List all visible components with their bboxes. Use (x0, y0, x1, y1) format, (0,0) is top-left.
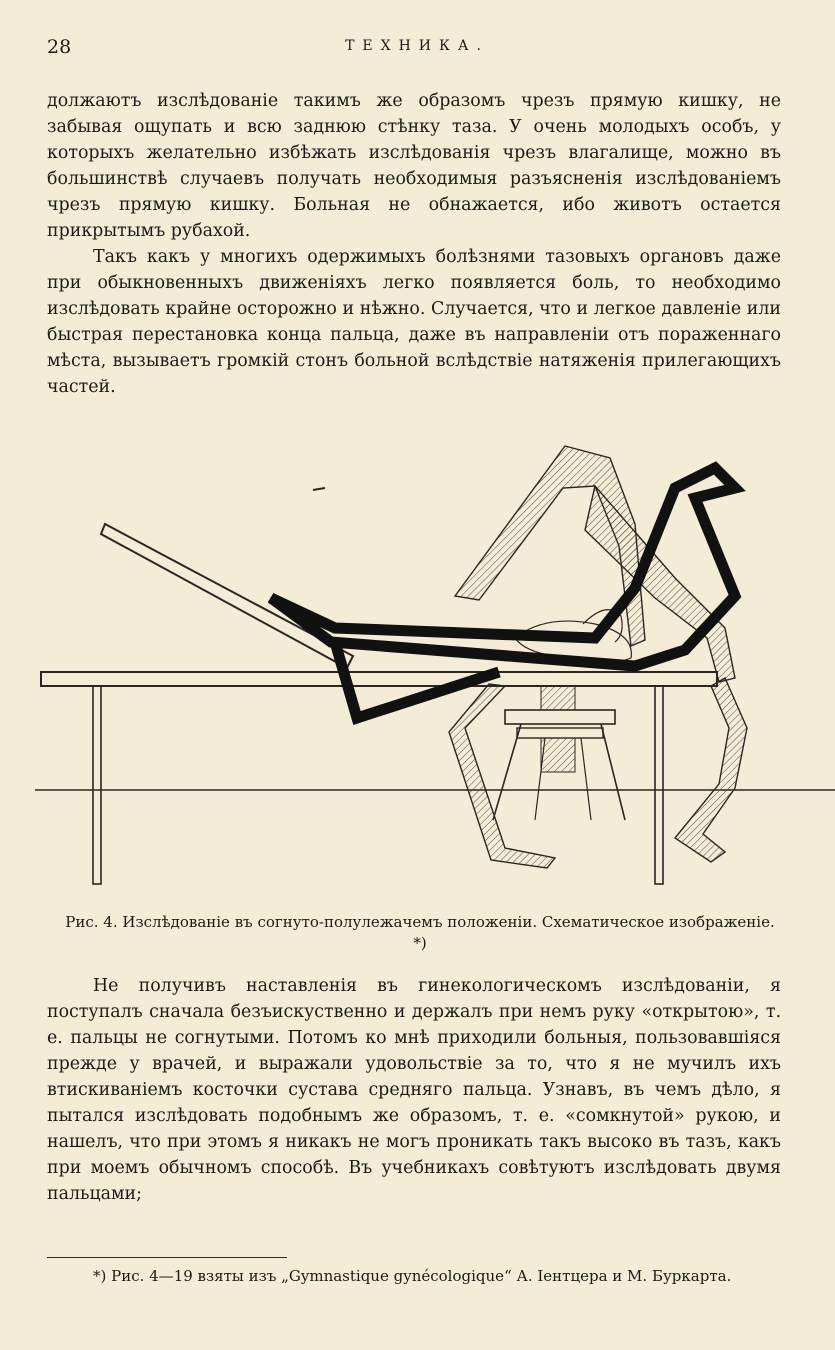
page-number: 28 (47, 36, 72, 58)
running-title: ТЕХНИКА. (345, 38, 489, 54)
upper-text-block (47, 88, 781, 400)
table-leg-right (655, 686, 663, 884)
stool-seat (505, 710, 615, 724)
doctor-leg-left (449, 684, 555, 868)
table-leg-left (93, 686, 101, 884)
footnote: *) Рис. 4—19 взяты изъ „Gymnastique gynécologique“ А. Іентцера и М. Буркарта. (93, 1267, 732, 1285)
stool-rail (517, 728, 603, 738)
paragraph-examination-method: Не получивъ наставленія въ гинекологическомъ изслѣдованіи, я поступалъ сначала безъискуственно и держалъ при немъ руку «открытою», т. е. пальцы не согнутыми. Потомъ ко мнѣ приходили больныя, пользовавшіяся прежде у врачей, и выражали удовольствіе за то, что я не мучилъ ихъ втискиваніемъ косточки сустава средняго пальца. Узнавъ, въ чемъ дѣло, я пытался изслѣдовать подобнымъ же образомъ, т. е. «сомкнутой» рукою, и нашелъ, что при этомъ я никакъ не могъ проникать такъ высоко въ тазъ, какъ при моемъ обычномъ способѣ. Въ учебникахъ совѣтуютъ изслѣдовать двумя пальцами; (47, 976, 781, 1204)
paragraph-continued: должаютъ изслѣдованіе такимъ же образомъ чрезъ прямую кишку, не забывая ощупать и всю заднюю стѣнку таза. У очень молодыхъ особъ, у которыхъ желательно избѣжать изслѣдованія чрезъ влагалище, можно въ большинствѣ случаевъ получать необходимыя разъясненія изслѣдованіемъ чрезъ прямую кишку. Больная не обнажается, ибо животъ остается прикрытымъ рубахой. (47, 91, 781, 241)
figure-examination-illustration (35, 428, 835, 890)
footnote-divider (47, 1257, 287, 1258)
doctor-leg-right (675, 678, 747, 862)
table-top (41, 672, 717, 686)
page-header (47, 36, 787, 60)
back-board (101, 524, 353, 668)
examination-drawing (35, 428, 835, 890)
lower-text-block (47, 973, 781, 1207)
figure-caption: Рис. 4. Изслѣдованіе въ согнуто-полулежачемъ положеніи. Схематическое изображеніе. *) (65, 913, 775, 952)
paragraph-pain-caution: Такъ какъ у многихъ одержимыхъ болѣзнями тазовыхъ органовъ даже при обыкновенныхъ движеніяхъ легко появляется боль, то необходимо изслѣдовать крайне осторожно и нѣжно. Случается, что и легкое давленіе или быстрая перестановка конца пальца, даже въ направленіи отъ пораженнаго мѣста, вызываетъ громкій стонъ больной вслѣдствіе натяженія прилегающихъ частей. (47, 247, 781, 397)
